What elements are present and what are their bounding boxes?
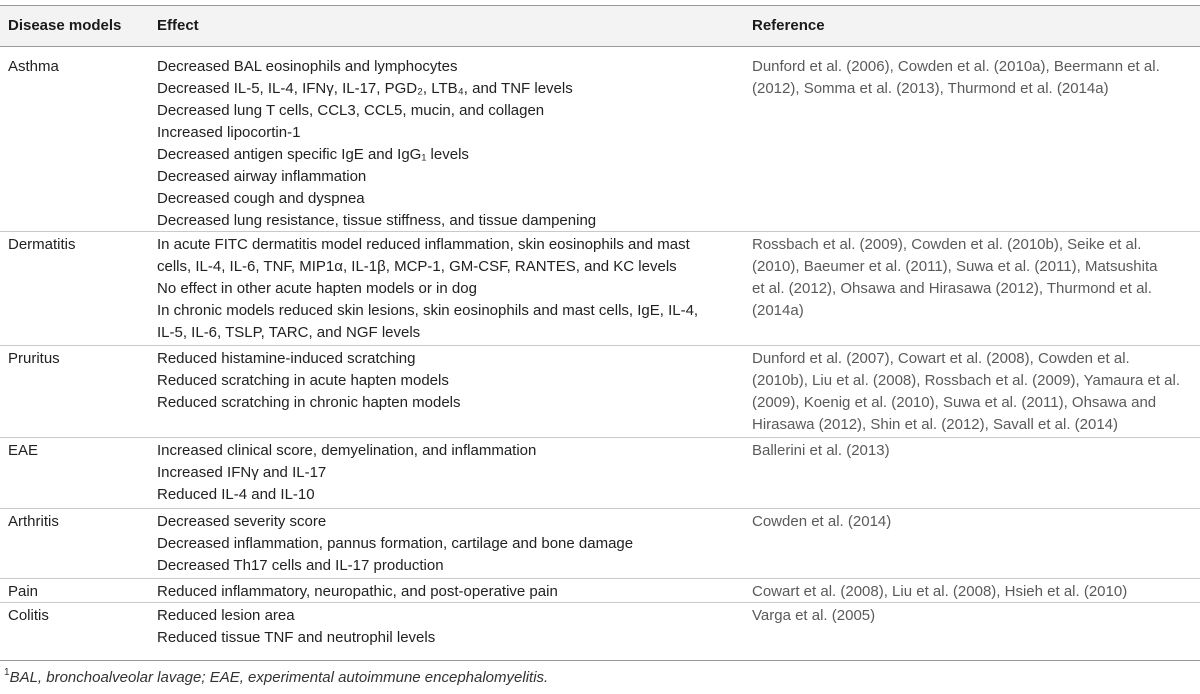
- header-disease-models: Disease models: [8, 17, 122, 34]
- effect-line: Decreased lung T cells, CCL3, CCL5, mucin, and collagen: [157, 102, 545, 119]
- effect-line: Reduced inflammatory, neuropathic, and post-operative pain: [157, 583, 558, 600]
- reference-line: Varga et al. (2005): [752, 607, 876, 624]
- effect-line: Decreased antigen specific IgE and IgG₁ levels: [157, 146, 469, 163]
- reference-line: (2010), Baeumer et al. (2011), Suwa et al. (2011), Matsushita: [752, 258, 1158, 275]
- effect-line: In chronic models reduced skin lesions, skin eosinophils and mast cells, IgE, IL-4,: [157, 302, 699, 319]
- effect-line: Decreased lung resistance, tissue stiffness, and tissue dampening: [157, 212, 597, 229]
- reference-line: (2012), Somma et al. (2013), Thurmond et al. (2014a): [752, 80, 1109, 97]
- row-separator: [0, 602, 1200, 603]
- effect-cell: [157, 511, 747, 577]
- reference-cell: [752, 511, 1192, 533]
- effect-line: Reduced histamine-induced scratching: [157, 350, 416, 367]
- effect-line: Decreased IL-5, IL-4, IFNγ, IL-17, PGD₂, LTB₄, and TNF levels: [157, 80, 573, 97]
- effect-line: Decreased cough and dyspnea: [157, 190, 365, 207]
- reference-line: et al. (2012), Ohsawa and Hirasawa (2012), Thurmond et al.: [752, 280, 1152, 297]
- reference-cell: [752, 234, 1192, 322]
- row-separator: [0, 231, 1200, 232]
- effect-line: Increased lipocortin-1: [157, 124, 301, 141]
- effect-line: Reduced lesion area: [157, 607, 295, 624]
- header-effect: Effect: [157, 17, 199, 34]
- row-separator: [0, 578, 1200, 579]
- footnote-marker: 1: [4, 667, 10, 678]
- reference-line: Dunford et al. (2007), Cowart et al. (2008), Cowden et al.: [752, 350, 1130, 367]
- reference-line: Rossbach et al. (2009), Cowden et al. (2010b), Seike et al.: [752, 236, 1142, 253]
- effect-line: Decreased inflammation, pannus formation, cartilage and bone damage: [157, 535, 634, 552]
- row-separator: [0, 437, 1200, 438]
- effect-cell: [157, 440, 747, 506]
- row-separator: [0, 508, 1200, 509]
- disease-model-cell: EAE: [8, 442, 39, 459]
- reference-cell: [752, 581, 1192, 603]
- effect-line: Reduced IL-4 and IL-10: [157, 486, 315, 503]
- effect-cell: [157, 605, 747, 649]
- effect-line: Decreased BAL eosinophils and lymphocytes: [157, 58, 458, 75]
- reference-line: Cowart et al. (2008), Liu et al. (2008), Hsieh et al. (2010): [752, 583, 1128, 600]
- header-reference: Reference: [752, 17, 825, 34]
- effect-line: No effect in other acute hapten models or in dog: [157, 280, 477, 297]
- reference-line: (2010b), Liu et al. (2008), Rossbach et al. (2009), Yamaura et al.: [752, 372, 1181, 389]
- effect-line: IL-5, IL-6, TSLP, TARC, and NGF levels: [157, 324, 421, 341]
- effect-line: cells, IL-4, IL-6, TNF, MIP1α, IL-1β, MCP-1, GM-CSF, RANTES, and KC levels: [157, 258, 677, 275]
- effect-line: Increased IFNγ and IL-17: [157, 464, 327, 481]
- effect-cell: [157, 581, 747, 603]
- reference-line: (2009), Koenig et al. (2010), Suwa et al. (2011), Ohsawa and: [752, 394, 1157, 411]
- effect-line: Reduced scratching in chronic hapten models: [157, 394, 461, 411]
- reference-cell: [752, 56, 1192, 100]
- effect-line: Reduced scratching in acute hapten models: [157, 372, 449, 389]
- disease-model-cell: Pain: [8, 583, 39, 600]
- table-footnote: [4, 668, 548, 686]
- reference-line: Hirasawa (2012), Shin et al. (2012), Savall et al. (2014): [752, 416, 1119, 433]
- reference-line: Dunford et al. (2006), Cowden et al. (2010a), Beermann et al.: [752, 58, 1160, 75]
- effect-line: Decreased airway inflammation: [157, 168, 367, 185]
- effect-line: Increased clinical score, demyelination, and inflammation: [157, 442, 537, 459]
- effect-cell: [157, 56, 747, 232]
- effect-line: Reduced tissue TNF and neutrophil levels: [157, 629, 436, 646]
- disease-model-cell: Asthma: [8, 58, 59, 75]
- reference-line: Cowden et al. (2014): [752, 513, 892, 530]
- row-separator: [0, 345, 1200, 346]
- reference-line: Ballerini et al. (2013): [752, 442, 890, 459]
- effect-cell: [157, 348, 747, 414]
- effect-line: Decreased Th17 cells and IL-17 production: [157, 557, 444, 574]
- table-header-rule: [0, 46, 1200, 47]
- disease-model-cell: Pruritus: [8, 350, 60, 367]
- reference-cell: [752, 348, 1192, 436]
- footnote-text: BAL, bronchoalveolar lavage; EAE, experimental autoimmune encephalomyelitis.: [9, 669, 549, 686]
- reference-cell: [752, 440, 1192, 462]
- disease-model-cell: Dermatitis: [8, 236, 76, 253]
- disease-model-cell: Arthritis: [8, 513, 59, 530]
- table-bottom-rule: [0, 660, 1200, 661]
- reference-line: (2014a): [752, 302, 804, 319]
- effect-line: Decreased severity score: [157, 513, 327, 530]
- disease-model-cell: Colitis: [8, 607, 49, 624]
- effect-cell: [157, 234, 747, 344]
- effect-line: In acute FITC dermatitis model reduced inflammation, skin eosinophils and mast: [157, 236, 690, 253]
- reference-cell: [752, 605, 1192, 627]
